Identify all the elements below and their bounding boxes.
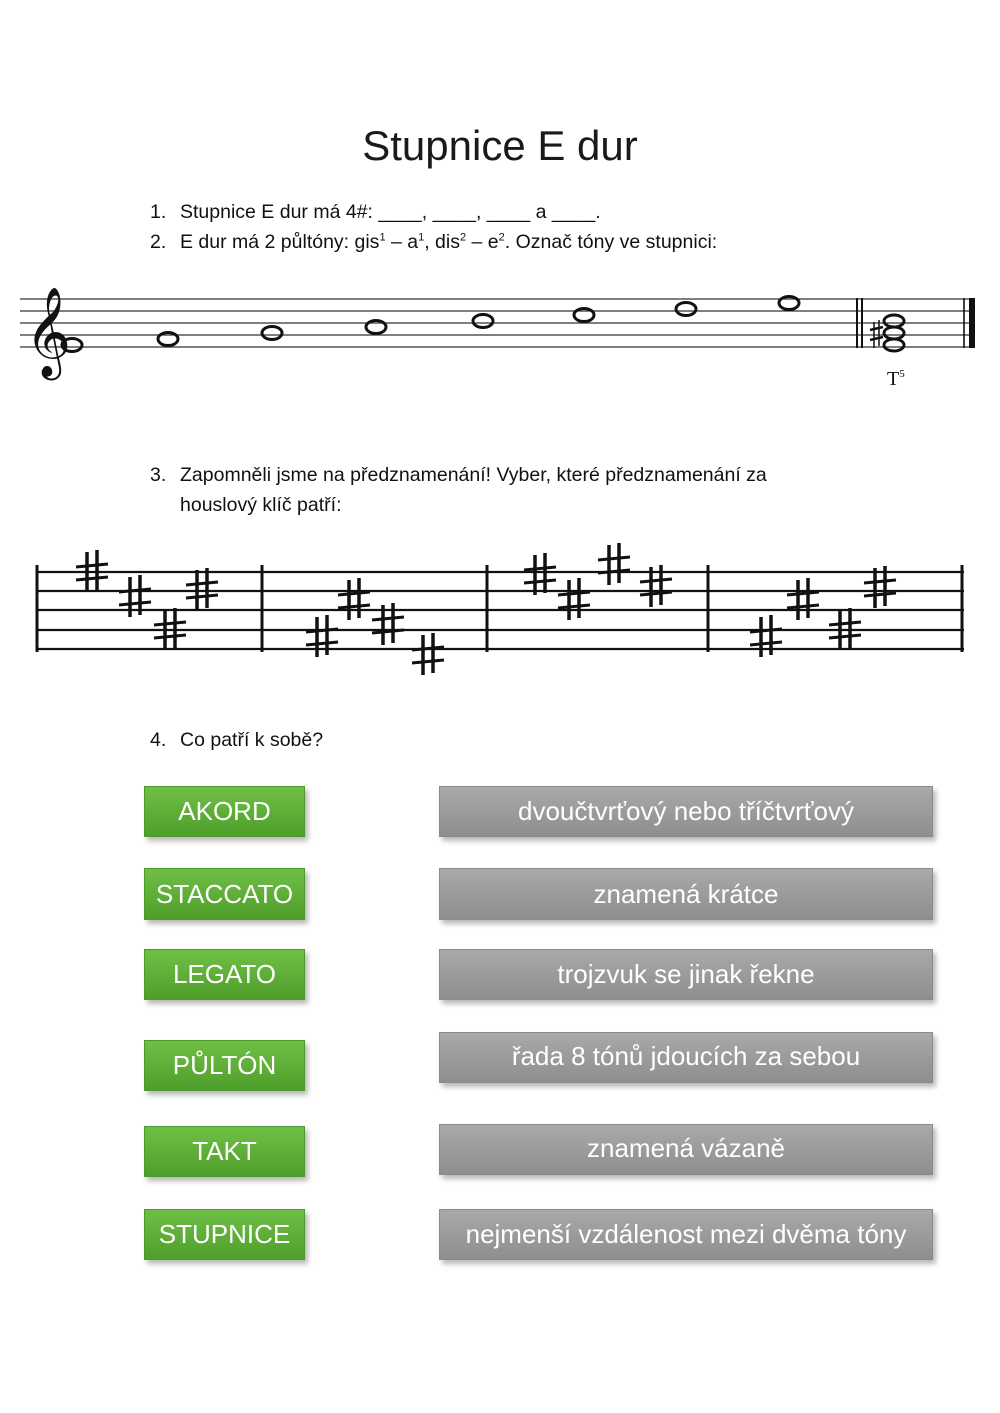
sharp-icon [558, 578, 590, 620]
term-pulton[interactable]: PŮLTÓN [144, 1040, 305, 1091]
definition-3[interactable]: trojzvuk se jinak řekne [439, 949, 933, 1000]
term-stupnice[interactable]: STUPNICE [144, 1209, 305, 1260]
definition-6[interactable]: nejmenší vzdálenost mezi dvěma tóny [439, 1209, 933, 1260]
chord-label: $T^5$ [887, 368, 905, 390]
definition-5[interactable]: znamená vázaně [439, 1124, 933, 1175]
sharp-icon [186, 568, 218, 610]
sharp-icon [338, 578, 370, 620]
term-akord[interactable]: AKORD [144, 786, 305, 837]
sharp-icon [787, 578, 819, 620]
term-staccato[interactable]: STACCATO [144, 868, 305, 920]
definition-4[interactable]: řada 8 tónů jdoucích za sebou [439, 1032, 933, 1083]
question-1: 1. Stupnice E dur má 4#: ____, ____, ____ a ____. [150, 201, 601, 223]
term-takt[interactable]: TAKT [144, 1126, 305, 1177]
key-signature-staff [0, 0, 1000, 700]
question-3: 3. Zapomněli jsme na předznamenání! Vyber, které předznamenání za [150, 464, 767, 486]
key-option-1[interactable] [76, 550, 218, 650]
sharp-icon [524, 553, 556, 595]
treble-clef-icon: 𝄞 [25, 287, 72, 377]
question-2: 2. E dur má 2 půltóny: $gis^1 - a^1$, $dis^2 - e^2$. Označ tóny ve stupnici: [150, 231, 718, 253]
key-option-3[interactable] [524, 543, 672, 620]
sharp-icon [412, 633, 444, 675]
sharp-icon [750, 615, 782, 657]
key-option-2[interactable] [306, 578, 444, 675]
sharp-icon [598, 543, 630, 585]
sharp-icon [306, 615, 338, 657]
page-title: Stupnice E dur [362, 122, 638, 169]
key-option-4[interactable] [750, 566, 896, 657]
term-legato[interactable]: LEGATO [144, 949, 305, 1000]
definition-1[interactable]: dvoučtvrťový nebo tříčtvrťový [439, 786, 933, 837]
question-4: 4. Co patří k sobě? [150, 729, 324, 751]
definition-2[interactable]: znamená krátce [439, 868, 933, 920]
question-3-continued: houslový klíč patří: [180, 494, 342, 516]
